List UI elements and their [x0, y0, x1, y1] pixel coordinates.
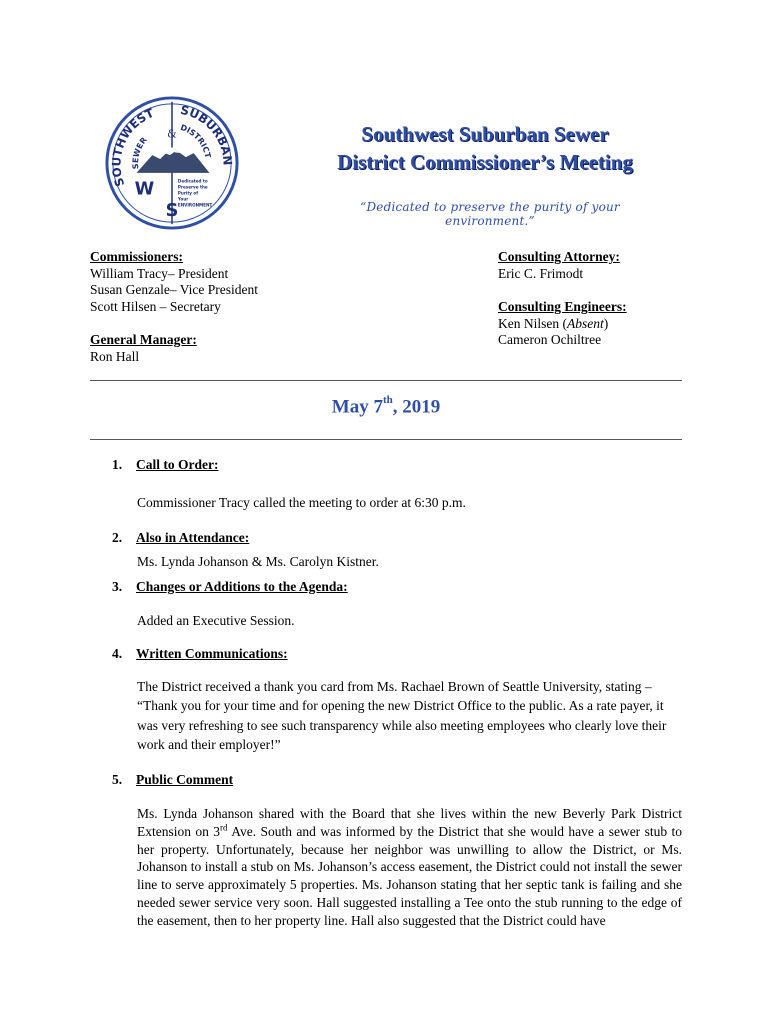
agenda-item-title: Changes or Additions to the Agenda:: [136, 579, 348, 594]
seal-letter-w: W: [134, 179, 155, 200]
commissioner-name: Susan Genzale– Vice President: [90, 282, 259, 298]
title-line-2: District Commissioner’s Meeting: [337, 150, 633, 174]
meeting-date-suffix: th: [382, 394, 393, 406]
district-seal-icon: [103, 94, 241, 232]
seal-motto-line: ENVIRONMENT: [177, 202, 213, 208]
agenda-item-heading: [112, 771, 233, 789]
agenda-item-number: 1.: [112, 457, 123, 472]
seal-motto-line: Preserve the: [177, 184, 208, 190]
general-manager-heading: General Manager:: [90, 332, 197, 347]
engineer-name: Ken Nilsen (Absent): [498, 315, 609, 331]
agenda-item-heading: [112, 645, 288, 663]
agenda-text-part: Ave. South and was informed by the District that she would have a sewer stub to her property. Unfortunately, because her neighbor was unwilling to allow the District, or Ms. Johanson to install a stub on Ms. Johanson’s access easement, the District could not install the sewer line to serve approximately 5 properties. Ms. Johanson stating that her septic tank is failing and she needed sewer service very soon. Hall suggested installing a Tee onto the stub running to the edge of the easement, then to her property line. Hall also suggested that the District could have: [137, 823, 682, 928]
divider: [90, 380, 682, 381]
general-manager-block: [90, 332, 197, 365]
agenda-item-title: Written Communications:: [136, 646, 288, 661]
agenda-item-heading: [112, 529, 249, 547]
divider: [90, 439, 682, 440]
agenda-item-number: 3.: [112, 579, 123, 594]
agenda-item-number: 5.: [112, 772, 123, 787]
ordinal-suffix: rd: [220, 822, 228, 833]
agenda-item-text: Added an Executive Session.: [137, 613, 295, 628]
meeting-date-year: , 2019: [392, 396, 441, 418]
seal-arc-southwest: SOUTHWEST: [109, 105, 156, 189]
agenda-item-text: [137, 805, 682, 930]
commissioners-block: [90, 249, 258, 315]
agenda-item-text: Ms. Lynda Johanson & Ms. Carolyn Kistner.: [137, 554, 379, 569]
consulting-attorney-heading: Consulting Attorney:: [498, 249, 620, 264]
agenda-item-text: Commissioner Tracy called the meeting to order at 6:30 p.m.: [137, 495, 466, 510]
engineer-1-status: Absent: [567, 315, 604, 331]
commissioner-name: William Tracy– President: [90, 265, 229, 281]
seal-arc-district: DISTRICT: [179, 122, 213, 159]
agenda-item-title: Also in Attendance:: [136, 530, 250, 545]
meeting-date-month-day: May 7: [331, 396, 383, 418]
document-title: [270, 120, 700, 176]
seal-ampersand: &: [167, 127, 177, 141]
seal-arc-suburban: SUBURBAN: [179, 102, 235, 166]
seal-letter-s: S: [165, 201, 179, 222]
engineer-1-name: Ken Nilsen: [498, 315, 560, 331]
commissioners-heading: Commissioners:: [90, 249, 183, 264]
seal-motto-line: Purity of: [177, 190, 199, 196]
engineer-name: Cameron Ochiltree: [498, 332, 602, 348]
meeting-date: [90, 396, 682, 418]
agenda-item-title: Call to Order:: [136, 457, 219, 472]
agenda-item-text: The District received a thank you card from Ms. Rachael Brown of Seattle University, stating – “Thank you for your time and for opening the new District Office to the public. As a rate payer, it was very refreshing to see such transparency while also meeting employees who clearly love their work and their employer!”: [137, 679, 667, 753]
tagline: “Dedicated to preserve the purity of your environment.”: [360, 200, 620, 228]
agenda-item-number: 2.: [112, 530, 123, 545]
title-line-1: Southwest Suburban Sewer: [361, 122, 609, 146]
agenda-text-part: Ms. Lynda Johanson shared with the Board that she lives within the new Beverly Park District Extension on 3: [137, 806, 682, 839]
commissioner-name: Scott Hilsen – Secretary: [90, 298, 221, 314]
consulting-engineers-heading: Consulting Engineers:: [498, 299, 627, 314]
agenda-item-heading: [112, 578, 348, 596]
agenda-item-heading: [112, 456, 218, 474]
seal-motto-line: Dedicated to: [177, 178, 208, 184]
consulting-engineers-block: [498, 299, 627, 349]
seal-arc-sewer: SEWER: [131, 135, 149, 170]
seal-motto-line: Your: [177, 196, 189, 202]
agenda-item-title: Public Comment: [136, 772, 234, 787]
general-manager-name: Ron Hall: [90, 348, 140, 364]
consulting-attorney-block: [498, 249, 620, 282]
consulting-attorney-name: Eric C. Frimodt: [498, 265, 584, 281]
agenda-item-number: 4.: [112, 646, 123, 661]
